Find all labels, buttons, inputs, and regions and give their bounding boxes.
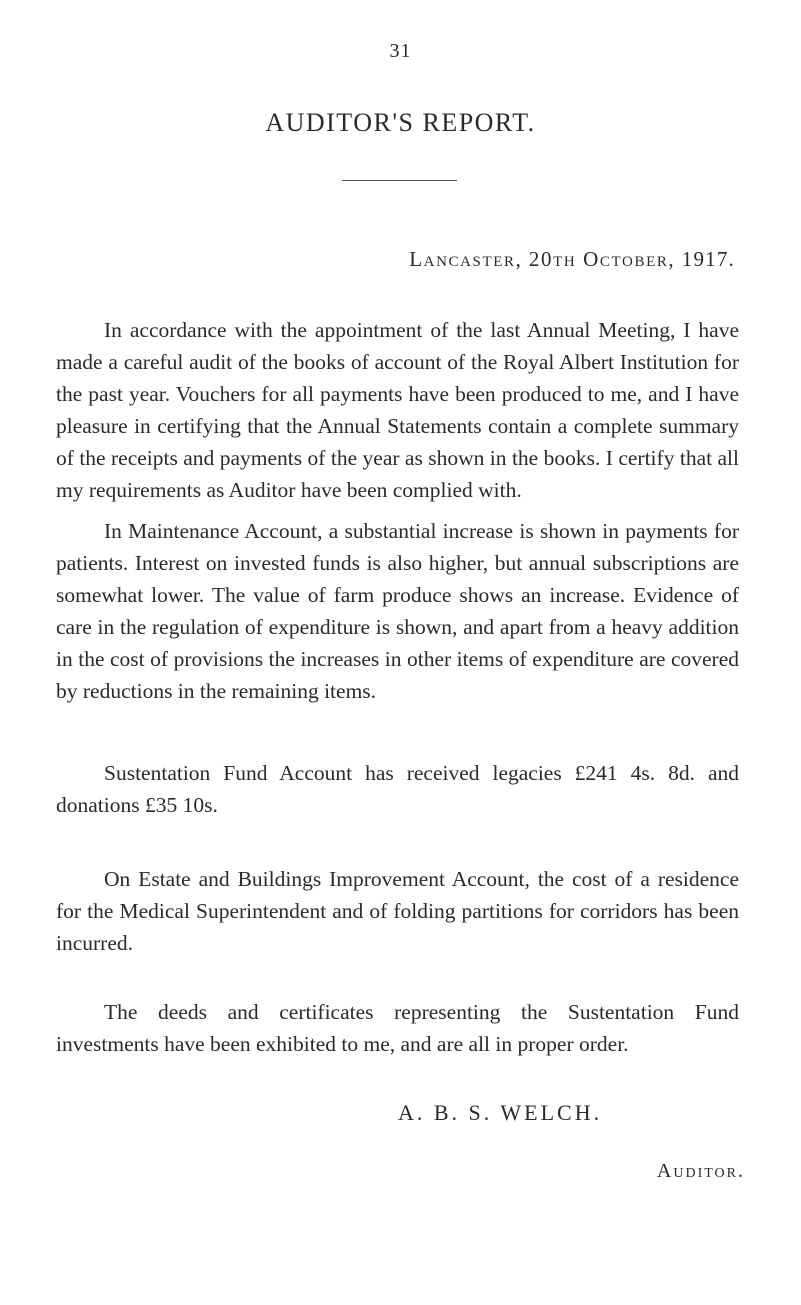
title-divider: [342, 180, 457, 181]
paragraph-deeds-certificates: The deeds and certificates representing the Sustentation Fund investments have been exhibited to me, and are all in proper order.: [56, 1000, 739, 1056]
paragraph-audit-statement: In accordance with the appointment of the last Annual Meeting, I have made a careful audit of the books of account of the Royal Albert Institution for the past year. Vouchers for all payments have been produced to me, and I have pleasure in certifying that the Annual Statements contain a complete summary of the receipts and payments of the year as shown in the books. I certify that all my requirements as Auditor have been complied with.: [56, 318, 739, 502]
paragraph-maintenance-account: In Maintenance Account, a substantial increase is shown in payments for patients. Interest on invested funds is also higher, but annual subscriptions are somewhat lower. The value of farm produce shows an increase. Evidence of care in the regulation of expenditure is shown, and apart from a heavy addition in the cost of provisions the increases in other items of expenditure are covered by reductions in the remaining items.: [56, 519, 739, 703]
page-number: 31: [389, 40, 412, 62]
page-title: AUDITOR'S REPORT.: [265, 108, 536, 137]
dateline: [409, 247, 735, 272]
dateline-place: Lancaster,: [409, 247, 523, 271]
signature-name: A. B. S. WELCH.: [398, 1100, 603, 1125]
dateline-year: 1917.: [681, 247, 735, 271]
signature-title: Auditor.: [656, 1160, 745, 1182]
paragraph-sustentation-fund: Sustentation Fund Account has received legacies £241 4s. 8d. and donations £35 10s.: [56, 761, 739, 817]
paragraph-estate-buildings: On Estate and Buildings Improvement Account, the cost of a residence for the Medical Superintendent and of folding partitions for corridors has been incurred.: [56, 867, 739, 955]
dateline-date: 20th October,: [528, 247, 676, 271]
